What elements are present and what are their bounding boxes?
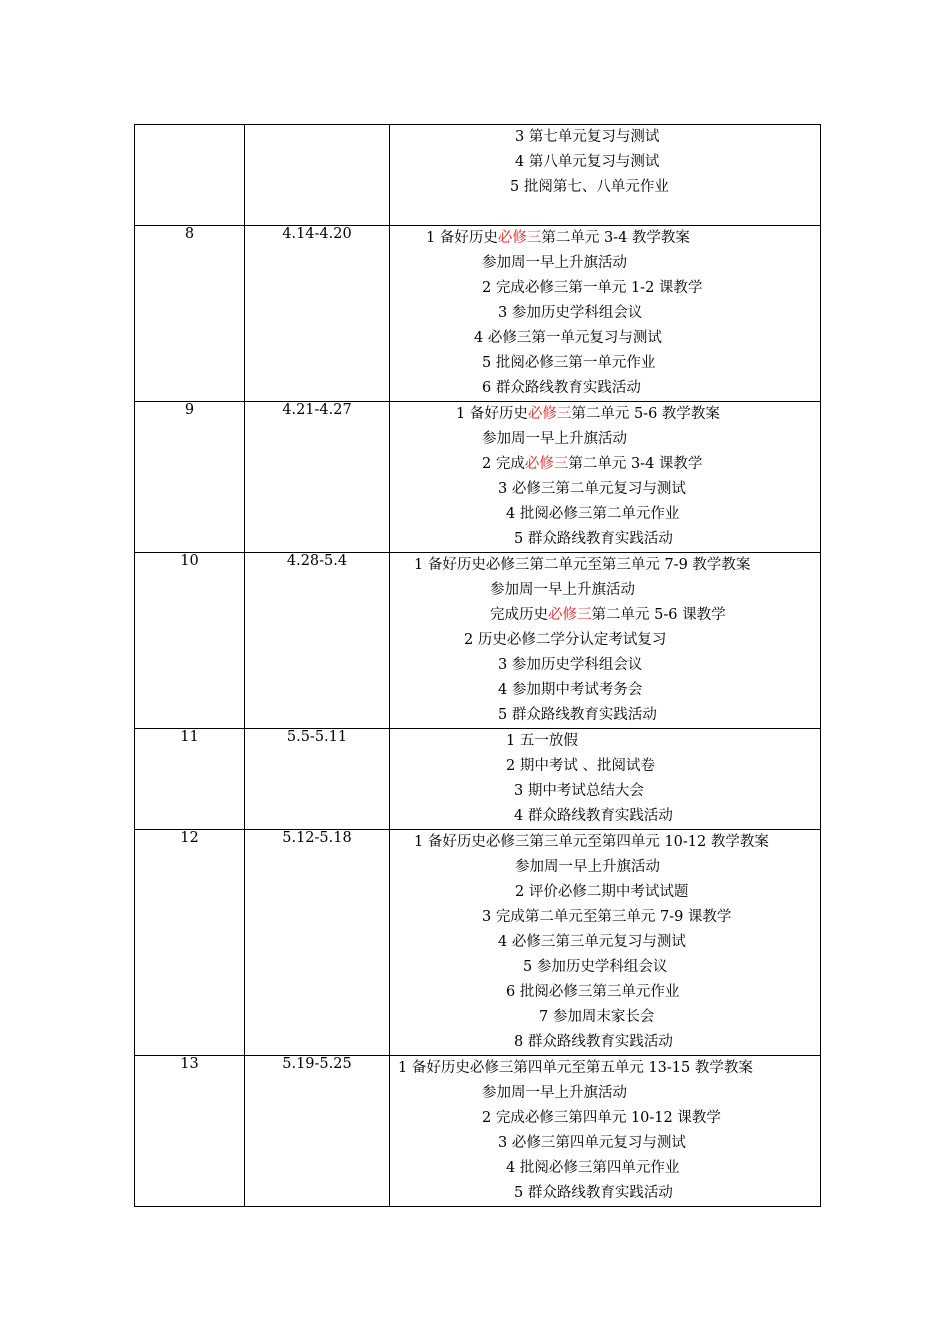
task-line [390, 301, 820, 326]
task-text: 5 参加历史学科组会议 [523, 959, 668, 975]
task-text: 6 群众路线教育实践活动 [482, 380, 641, 396]
task-line [390, 527, 820, 552]
week-number-cell: 8 [135, 226, 245, 402]
task-text: 5 群众路线教育实践活动 [514, 1185, 673, 1201]
task-line [390, 175, 820, 200]
task-line [390, 955, 820, 980]
task-text: 2 完成必修三第一单元 1-2 课教学 [482, 280, 703, 296]
highlighted-text: 必修三 [497, 230, 542, 246]
task-text: 5 批阅第七、八单元作业 [510, 179, 669, 195]
task-line [390, 754, 820, 779]
task-line [390, 678, 820, 703]
task-line [390, 376, 820, 401]
task-line [390, 452, 820, 477]
highlighted-text: 必修三 [524, 456, 569, 472]
task-text: 参加周一早上升旗活动 [482, 431, 627, 447]
task-text: 3 参加历史学科组会议 [498, 657, 643, 673]
task-list-cell [390, 125, 821, 226]
task-text: 第二单元 5-6 教学教案 [571, 406, 720, 422]
task-line [390, 703, 820, 728]
task-line [390, 1106, 820, 1131]
task-line [390, 402, 820, 427]
task-text: 1 备好历史必修三第四单元至第五单元 13-15 教学教案 [398, 1060, 753, 1076]
task-text: 1 备好历史必修三第二单元至第三单元 7-9 教学教案 [414, 557, 751, 573]
task-text: 第二单元 3-4 教学教案 [541, 230, 690, 246]
table-row [135, 1056, 821, 1207]
task-line [390, 1030, 820, 1055]
task-text: 4 必修三第三单元复习与测试 [498, 934, 686, 950]
task-text: 4 第八单元复习与测试 [515, 154, 660, 170]
task-text: 1 备好历史 [426, 230, 498, 246]
task-text: 4 批阅必修三第二单元作业 [506, 506, 680, 522]
task-line [390, 779, 820, 804]
table-row [135, 553, 821, 729]
task-text: 4 批阅必修三第四单元作业 [506, 1160, 680, 1176]
table-row [135, 402, 821, 553]
task-list-cell [390, 729, 821, 830]
week-number-cell: 13 [135, 1056, 245, 1207]
task-line [390, 1056, 820, 1081]
task-text: 1 备好历史 [456, 406, 528, 422]
task-line [390, 1131, 820, 1156]
task-text: 3 期中考试总结大会 [514, 783, 644, 799]
task-list-cell [390, 226, 821, 402]
task-line [390, 1181, 820, 1206]
task-list-cell [390, 553, 821, 729]
task-list-cell [390, 830, 821, 1056]
task-line [390, 200, 820, 225]
task-text: 第二单元 3-4 课教学 [568, 456, 703, 472]
date-range-cell: 5.12-5.18 [245, 830, 390, 1056]
date-range-cell: 4.14-4.20 [245, 226, 390, 402]
task-line [390, 351, 820, 376]
task-line [390, 603, 820, 628]
task-line [390, 880, 820, 905]
task-text: 2 完成必修三第四单元 10-12 课教学 [482, 1110, 721, 1126]
task-line [390, 226, 820, 251]
task-text: 第二单元 5-6 课教学 [591, 607, 726, 623]
task-list-cell [390, 402, 821, 553]
table-row [135, 125, 821, 226]
task-line [390, 905, 820, 930]
task-list-cell [390, 1056, 821, 1207]
task-text: 1 备好历史必修三第三单元至第四单元 10-12 教学教案 [414, 834, 769, 850]
task-line [390, 980, 820, 1005]
task-line [390, 1156, 820, 1181]
task-text: 完成历史 [490, 607, 548, 623]
task-line [390, 930, 820, 955]
date-range-cell: 4.28-5.4 [245, 553, 390, 729]
task-text: 4 必修三第一单元复习与测试 [474, 330, 662, 346]
date-range-cell: 5.5-5.11 [245, 729, 390, 830]
task-line [390, 729, 820, 754]
task-line [390, 477, 820, 502]
task-line [390, 1081, 820, 1106]
task-line [390, 578, 820, 603]
task-text: 8 群众路线教育实践活动 [514, 1034, 673, 1050]
task-text: 4 群众路线教育实践活动 [514, 808, 673, 824]
date-range-cell: 5.19-5.25 [245, 1056, 390, 1207]
date-range-cell [245, 125, 390, 226]
table-row [135, 830, 821, 1056]
date-range-cell: 4.21-4.27 [245, 402, 390, 553]
week-number-cell: 9 [135, 402, 245, 553]
highlighted-text: 必修三 [527, 406, 572, 422]
task-text: 2 完成 [482, 456, 525, 472]
task-line [390, 251, 820, 276]
task-text: 6 批阅必修三第三单元作业 [506, 984, 680, 1000]
task-text: 4 参加期中考试考务会 [498, 682, 643, 698]
task-text: 7 参加周末家长会 [539, 1009, 655, 1025]
task-text: 参加周一早上升旗活动 [515, 859, 660, 875]
task-line [390, 125, 820, 150]
task-line [390, 1005, 820, 1030]
task-line [390, 502, 820, 527]
task-text: 5 群众路线教育实践活动 [514, 531, 673, 547]
task-text: 参加周一早上升旗活动 [482, 1085, 627, 1101]
task-line [390, 855, 820, 880]
task-text: 3 完成第二单元至第三单元 7-9 课教学 [482, 909, 732, 925]
task-text: 5 批阅必修三第一单元作业 [482, 355, 656, 371]
task-text: 3 参加历史学科组会议 [498, 305, 643, 321]
task-line [390, 653, 820, 678]
task-text: 参加周一早上升旗活动 [482, 255, 627, 271]
task-line [390, 150, 820, 175]
highlighted-text: 必修三 [548, 607, 592, 623]
task-text: 1 五一放假 [506, 733, 578, 749]
task-line [390, 326, 820, 351]
table-row [135, 729, 821, 830]
task-text: 2 评价必修二期中考试试题 [515, 884, 689, 900]
table-row [135, 226, 821, 402]
task-text: 2 期中考试 、批阅试卷 [506, 758, 655, 774]
week-number-cell: 10 [135, 553, 245, 729]
task-text: 参加周一早上升旗活动 [490, 582, 635, 598]
task-line [390, 276, 820, 301]
task-text: 3 必修三第二单元复习与测试 [498, 481, 686, 497]
task-text: 2 历史必修二学分认定考试复习 [464, 632, 667, 648]
week-number-cell: 11 [135, 729, 245, 830]
task-line [390, 628, 820, 653]
task-line [390, 804, 820, 829]
task-text: 5 群众路线教育实践活动 [498, 707, 657, 723]
week-number-cell: 12 [135, 830, 245, 1056]
table-body [135, 125, 821, 1207]
task-line [390, 830, 820, 855]
task-line [390, 553, 820, 578]
task-text: 3 必修三第四单元复习与测试 [498, 1135, 686, 1151]
week-number-cell [135, 125, 245, 226]
task-line [390, 427, 820, 452]
task-text: 3 第七单元复习与测试 [515, 129, 660, 145]
teaching-plan-table [134, 124, 821, 1207]
